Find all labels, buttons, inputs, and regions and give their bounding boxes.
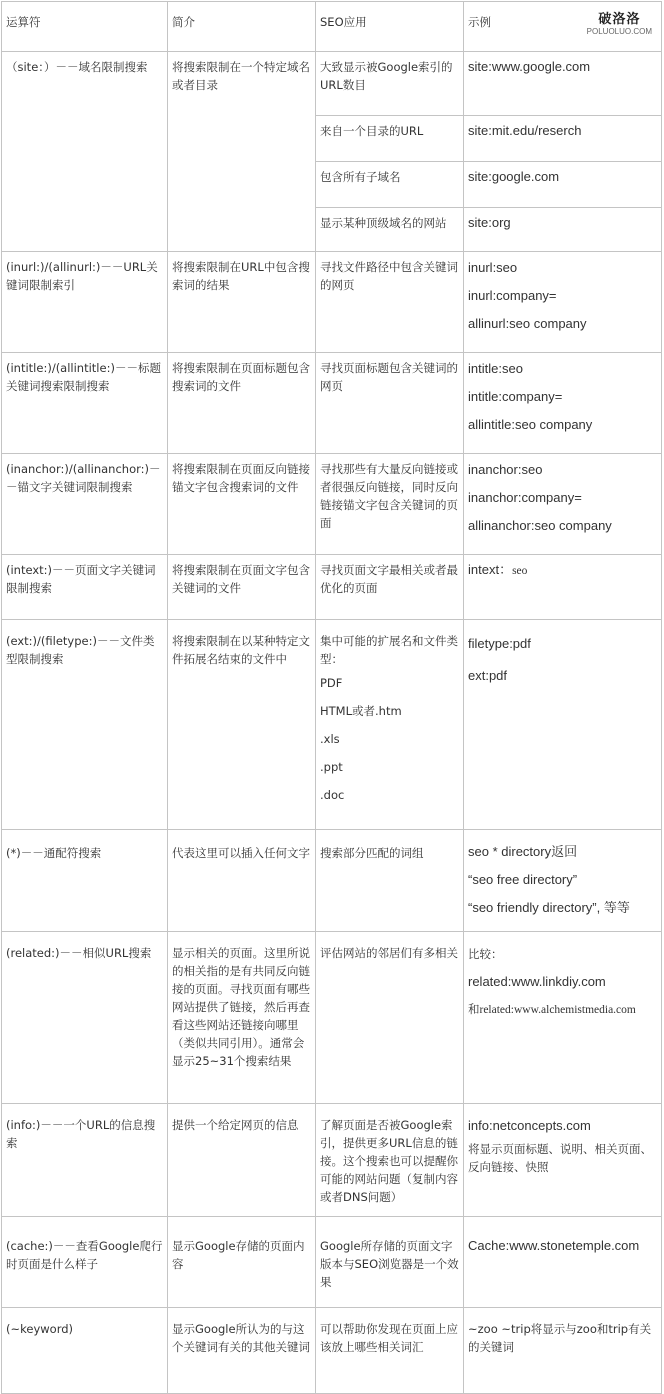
example-line: seo * directory返回 — [468, 844, 578, 859]
example-cell — [464, 1308, 662, 1394]
operator-cell: (inurl:)/(allinurl:)－－URL关键词限制索引 — [2, 252, 168, 353]
operator-cell: (info:)－－一个URL的信息搜索 — [2, 1104, 168, 1217]
example-line: inanchor:company= — [468, 490, 582, 505]
operator-table-container — [1, 1, 661, 1394]
example-cell — [464, 252, 662, 353]
example-line: allinurl:seo company — [468, 316, 587, 331]
intro-cell: 显示Google所认为的与这个关键词有关的其他关键词 — [168, 1308, 316, 1394]
seo-list-item: HTML或者.htm — [320, 704, 402, 718]
example-line: “seo friendly directory”, 等等 — [468, 900, 630, 915]
intro-cell: 将搜索限制在页面反向链接锚文字包含搜索词的文件 — [168, 454, 316, 555]
header-row — [2, 2, 662, 52]
example-line: intext： — [468, 562, 513, 577]
example-description: 将显示页面标题、说明、相关页面、反向链接、快照 — [468, 1142, 652, 1174]
example-small-text: 和related:www.alchemistmedia.com — [468, 1004, 636, 1016]
table-row — [2, 620, 662, 830]
example-cell — [464, 353, 662, 454]
table-row — [2, 353, 662, 454]
operator-cell: （site：）－－域名限制搜索 — [2, 52, 168, 252]
example-line: intitle:company= — [468, 389, 563, 404]
example-cell — [464, 52, 662, 116]
example-cell — [464, 620, 662, 830]
watermark-text: 破洛洛 — [598, 12, 641, 27]
example-label: 比较： — [468, 947, 503, 961]
watermark-subtext: POLUOLUO.COM — [586, 27, 652, 36]
example-line: related:www.linkdiy.com — [468, 974, 606, 989]
watermark-logo — [587, 8, 652, 36]
example-line: Cache:www.stonetemple.com — [468, 1238, 640, 1253]
example-cell — [464, 162, 662, 208]
example-line: inurl:company= — [468, 288, 557, 303]
example-cell — [464, 454, 662, 555]
header-intro: 简介 — [168, 2, 316, 52]
seo-cell: 包含所有子域名 — [316, 162, 464, 208]
intro-cell: 显示Google存储的页面内容 — [168, 1217, 316, 1308]
seo-cell: 寻找那些有大量反向链接或者很强反向链接，同时反向链接锚文字包含关键词的页面 — [316, 454, 464, 555]
intro-cell: 将搜索限制在一个特定域名或者目录 — [168, 52, 316, 252]
example-line: allintitle:seo company — [468, 417, 593, 432]
seo-cell: 评估网站的邻居们有多相关 — [316, 932, 464, 1104]
seo-cell: Google所存储的页面文字版本与SEO浏览器是一个效果 — [316, 1217, 464, 1308]
example-cell — [464, 116, 662, 162]
example-cell — [464, 1104, 662, 1217]
example-cell — [464, 830, 662, 932]
intro-cell: 显示相关的页面。这里所说的相关指的是有共同反向链接的页面。寻找页面有哪些网站提供了链接，然后再查看这些网站还链接向哪里（类似共同引用）。通常会显示25~31个搜索结果 — [168, 932, 316, 1104]
table-row — [2, 52, 662, 116]
intro-cell: 将搜索限制在页面文字包含关键词的文件 — [168, 555, 316, 620]
seo-cell: 了解页面是否被Google索引，提供更多URL信息的链接。这个搜索也可以提醒你可能的网站问题（复制内容或者DNS问题） — [316, 1104, 464, 1217]
seo-cell: 可以帮助你发现在页面上应该放上哪些相关词汇 — [316, 1308, 464, 1394]
example-cell — [464, 932, 662, 1104]
seo-list-item: .ppt — [320, 760, 343, 774]
table-row — [2, 454, 662, 555]
seo-list-item: .xls — [320, 732, 340, 746]
header-example: 示例 — [464, 2, 662, 52]
example-line: ext:pdf — [468, 668, 508, 683]
operator-cell: (~keyword) — [2, 1308, 168, 1394]
seo-cell: 大致显示被Google索引的URL数目 — [316, 52, 464, 116]
example-cell — [464, 208, 662, 252]
example-line: allinanchor:seo company — [468, 518, 612, 533]
operator-cell: (intext:)－－页面文字关键词限制搜索 — [2, 555, 168, 620]
table-row — [2, 932, 662, 1104]
example-small-text: seo — [512, 565, 528, 577]
seo-cell: 来自一个目录的URL — [316, 116, 464, 162]
seo-list-item: .doc — [320, 788, 345, 802]
example-line: site:mit.edu/reserch — [468, 123, 582, 138]
intro-cell: 代表这里可以插入任何文字 — [168, 830, 316, 932]
table-row — [2, 830, 662, 932]
table-row — [2, 252, 662, 353]
example-line: intitle:seo — [468, 361, 523, 376]
header-seo: SEO应用 — [316, 2, 464, 52]
seo-cell — [316, 620, 464, 830]
operator-cell: (cache:)－－查看Google爬行时页面是什么样子 — [2, 1217, 168, 1308]
example-cell — [464, 1217, 662, 1308]
seo-cell: 寻找页面文字最相关或者最优化的页面 — [316, 555, 464, 620]
example-line: “seo free directory” — [468, 872, 578, 887]
intro-cell: 将搜索限制在页面标题包含搜索词的文件 — [168, 353, 316, 454]
seo-cell: 寻找页面标题包含关键词的网页 — [316, 353, 464, 454]
header-operator: 运算符 — [2, 2, 168, 52]
intro-cell: 将搜索限制在URL中包含搜索词的结果 — [168, 252, 316, 353]
operator-cell: (inanchor:)/(allinanchor:)－－锚文字关键词限制搜索 — [2, 454, 168, 555]
example-description: ~zoo ~trip将显示与zoo和trip有关的关键词 — [468, 1322, 652, 1354]
example-line: inanchor:seo — [468, 462, 543, 477]
seo-list-item: PDF — [320, 676, 343, 690]
table-row — [2, 1104, 662, 1217]
search-operator-table — [1, 1, 662, 1394]
example-line: filetype:pdf — [468, 636, 531, 651]
operator-cell: (intitle:)/(allintitle:)－－标题关键词搜索限制搜索 — [2, 353, 168, 454]
example-line: site:google.com — [468, 169, 560, 184]
operator-cell: (related:)－－相似URL搜索 — [2, 932, 168, 1104]
seo-cell: 显示某种顶级域名的网站 — [316, 208, 464, 252]
operator-cell: (ext:)/(filetype:)－－文件类型限制搜索 — [2, 620, 168, 830]
seo-cell: 搜索部分匹配的词组 — [316, 830, 464, 932]
example-line: info:netconcepts.com — [468, 1118, 591, 1133]
example-cell — [464, 555, 662, 620]
seo-text: 集中可能的扩展名和文件类型： — [320, 634, 458, 666]
operator-cell: (*)－－通配符搜索 — [2, 830, 168, 932]
table-row — [2, 1217, 662, 1308]
table-row — [2, 555, 662, 620]
intro-cell: 提供一个给定网页的信息 — [168, 1104, 316, 1217]
example-line: inurl:seo — [468, 260, 518, 275]
table-row — [2, 1308, 662, 1394]
example-line: site:www.google.com — [468, 59, 591, 74]
example-line: site:org — [468, 215, 511, 230]
intro-cell: 将搜索限制在以某种特定文件拓展名结束的文件中 — [168, 620, 316, 830]
seo-cell: 寻找文件路径中包含关键词的网页 — [316, 252, 464, 353]
